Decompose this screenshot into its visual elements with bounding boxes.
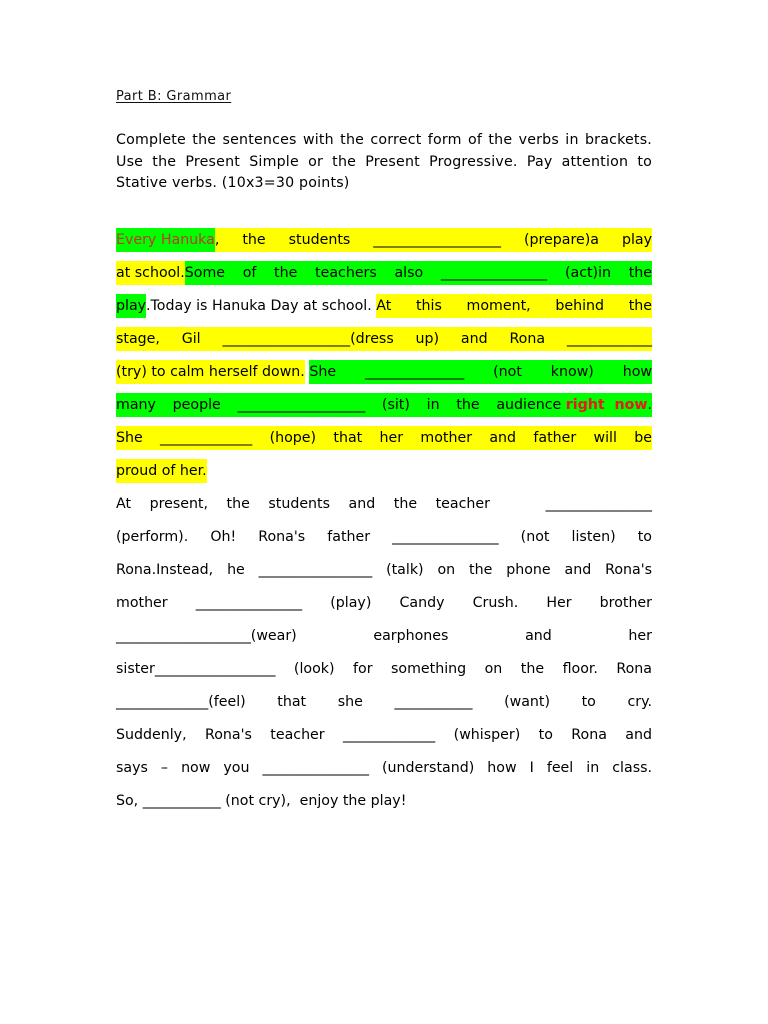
exercise-line-18 (116, 789, 652, 813)
exercise-line-16 (116, 723, 652, 747)
sentence-whisper: Suddenly, Rona's teacher _____________ (whisper) to Rona and (116, 727, 652, 743)
sentence-act: Some of the teachers also _______________ (act)in the (185, 261, 652, 285)
phrase-right-now: right now (566, 393, 648, 417)
phrase-every-hanuka: Every Hanuka (116, 228, 215, 252)
exercise-line-12 (116, 591, 652, 615)
exercise-line-5 (116, 360, 652, 384)
instructions-paragraph: Complete the sentences with the correct form of the verbs in brackets. Use the Present Simple or the Present Progressive. Pay attention to Stative verbs. (10x3=30 points) (116, 132, 652, 191)
sentence-try: (try) to calm herself down. (116, 360, 305, 384)
exercise-line-14 (116, 657, 652, 681)
phrase-at-school: at school. (116, 261, 185, 285)
sentence-dress-up: stage, Gil __________________(dress up) and Rona ____________ (116, 327, 652, 351)
sentence-proud: proud of her. (116, 459, 207, 483)
sentence-understand: says – now you _______________ (understand) how I feel in class. (116, 760, 652, 776)
sentence-prepare: , the students __________________ (prepare)a play (215, 228, 652, 252)
sentence-talk: Rona.Instead, he ________________ (talk) on the phone and Rona's (116, 562, 652, 578)
exercise-line-17 (116, 756, 652, 780)
exercise-line-11 (116, 558, 652, 582)
exercise-line-13 (116, 624, 652, 648)
exercise-line-8 (116, 459, 652, 483)
sentence-today: .Today is Hanuka Day at school. (146, 298, 377, 314)
sentence-not-listen: (perform). Oh! Rona's father _______________ (not listen) to (116, 529, 652, 545)
sentence-feel-want: _____________(feel) that she ___________ (want) to cry. (116, 694, 652, 710)
exercise-line-6 (116, 393, 652, 417)
sentence-play-candy-crush: mother _______________ (play) Candy Crush. Her brother (116, 595, 652, 611)
exercise-line-9 (116, 492, 652, 516)
exercise-line-10 (116, 525, 652, 549)
exercise-line-3 (116, 294, 652, 318)
period: . (647, 393, 652, 417)
sentence-sit: many people __________________ (sit) in the audience (116, 393, 566, 417)
sentence-look: sister_________________ (look) for something on the floor. Rona (116, 661, 652, 677)
exercise-line-7 (116, 426, 652, 450)
sentence-hope: She _____________ (hope) that her mother and father will be (116, 426, 652, 450)
phrase-play: play (116, 294, 146, 318)
exercise-line-2 (116, 261, 652, 285)
exercise-line-15 (116, 690, 652, 714)
section-heading: Part B: Grammar (116, 89, 232, 104)
sentence-at-this-moment: At this moment, behind the (376, 294, 652, 318)
sentence-not-cry: So, ___________ (not cry), enjoy the play! (116, 793, 407, 809)
exercise-line-4 (116, 327, 652, 351)
exercise-line-1 (116, 228, 652, 252)
sentence-not-know: She ______________ (not know) how (309, 360, 652, 384)
sentence-perform: At present, the students and the teacher _______________ (116, 496, 652, 512)
sentence-wear: ___________________(wear) earphones and her (116, 628, 652, 644)
